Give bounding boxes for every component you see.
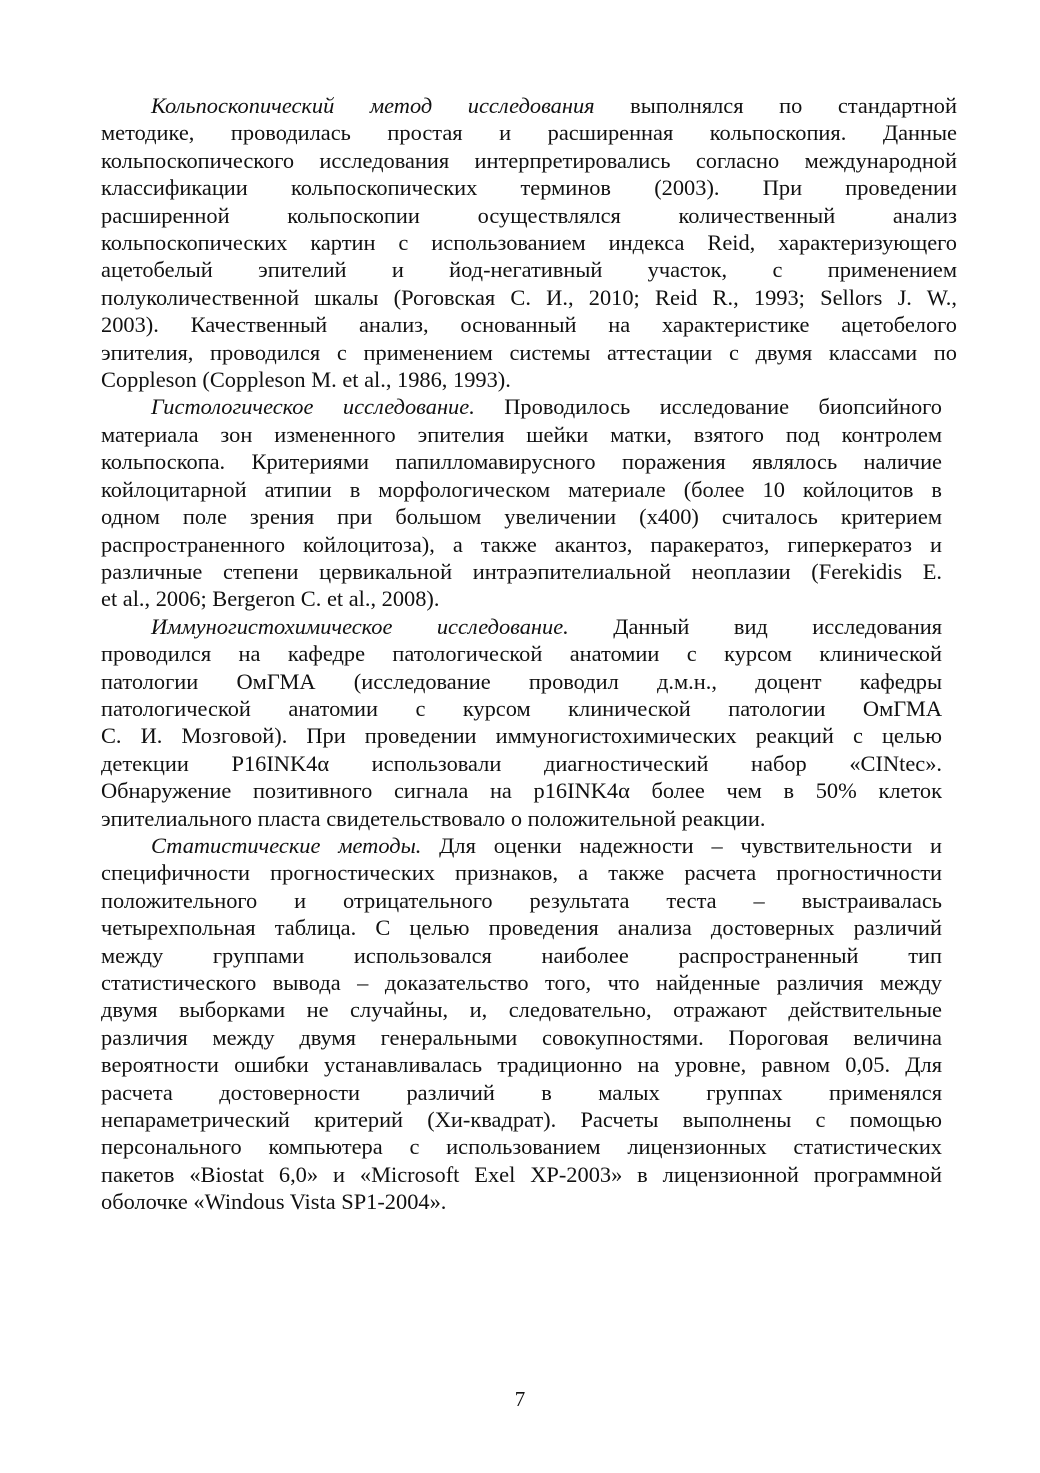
paragraph-line: детекции P16INK4α использовали диагностический набор «CINtec». — [101, 750, 942, 776]
section-heading-colposcopy-method: Кольпоскопический метод исследования — [151, 93, 595, 118]
paragraph-line: проводился на кафедре патологической анатомии с курсом клинической — [101, 641, 942, 667]
paragraph-line: между группами использовался наиболее распространенный тип — [101, 942, 942, 968]
paragraph-line: персонального компьютера с использованием лицензионных статистических — [101, 1134, 942, 1160]
paragraph-text: выполнялся по стандартной — [594, 93, 957, 118]
paragraph-line — [101, 832, 942, 859]
paragraph-colposcopy-method — [101, 92, 957, 393]
paragraph-line: кольпоскопических картин с использованием индекса Reid, характеризующего — [101, 230, 957, 256]
paragraph-line: 2003). Качественный анализ, основанный на характеристике ацетобелого — [101, 312, 957, 338]
section-heading-statistical-methods: Статистические методы. — [151, 832, 422, 858]
paragraph-line: эпителиального пласта свидетельствовало о положительной реакции. — [101, 805, 766, 831]
paragraph-line: методике, проводилась простая и расширенная кольпоскопия. Данные — [101, 120, 957, 146]
paragraph-line: полуколичественной шкалы (Роговская С. И., 2010; Reid R., 1993; Sellors J. W., — [101, 284, 957, 310]
section-heading-immunohistochemical-study: Иммуногистохимическое исследование. — [151, 613, 569, 639]
paragraph-line: одном поле зрения при большом увеличении (х400) считалось критерием — [101, 504, 942, 530]
paragraph-line: статистического вывода – доказательство того, что найденные различия между — [101, 970, 942, 995]
paragraph-line: четырехпольная таблица. С целью проведения анализа достоверных различий — [101, 915, 942, 941]
page-number: 7 — [514, 1387, 526, 1411]
paragraph-statistical-methods — [101, 832, 942, 1216]
paragraph-line: положительного и отрицательного результата теста – выстраивалась — [101, 887, 942, 913]
paragraph-line: ацетобелый эпителий и йод-негативный участок, с применением — [101, 257, 957, 283]
paragraph-line: койлоцитарной атипии в морфологическом материале (более 10 койлоцитов в — [101, 476, 942, 502]
paragraph-line: двумя выборками не случайны, и, следовательно, отражают действительные — [101, 997, 942, 1023]
paragraph-text: Данный вид исследования — [568, 613, 943, 639]
paragraph-line: патологической анатомии с курсом клинической патологии ОмГМА — [101, 695, 942, 721]
paragraph-line: кольпоскопа. Критериями папилломавирусного поражения являлось наличие — [101, 449, 942, 475]
paragraph-line: et al., 2006; Bergeron C. et al., 2008). — [101, 586, 440, 612]
paragraph-line: эпителия, проводился с применением системы аттестации с двумя классами по — [101, 339, 957, 365]
paragraph-line: материала зон измененного эпителия шейки матки, взятого под контролем — [101, 421, 942, 447]
paragraph-line: непараметрический критерий (Хи-квадрат). Расчеты выполнены с помощью — [101, 1107, 942, 1133]
paragraph-line: Coppleson (Coppleson M. et al., 1986, 1993). — [101, 367, 511, 393]
paragraph-line: расширенной кольпоскопии осуществлялся количественный анализ — [101, 202, 957, 228]
paragraph-line: патологии ОмГМА (исследование проводил д.м.н., доцент кафедры — [101, 668, 942, 694]
paragraph-line: вероятности ошибки устанавливалась традиционно на уровне, равном 0,05. Для — [101, 1052, 942, 1078]
paragraph-line — [101, 613, 942, 640]
paragraph-text: Проводилось исследование биопсийного — [474, 394, 942, 420]
section-heading-histological-study: Гистологическое исследование. — [151, 394, 475, 420]
paragraph-line — [101, 393, 942, 420]
paragraph-line: кольпоскопического исследования интерпретировались согласно международной — [101, 147, 957, 173]
paragraph-line: расчета достоверности различий в малых группах применялся — [101, 1079, 942, 1105]
paragraph-line: распространенного койлоцитоза), а также акантоз, паракератоз, гиперкератоз и — [101, 531, 942, 557]
paragraph-line — [101, 92, 957, 119]
paragraph-line: Обнаружение позитивного сигнала на p16INK4α более чем в 50% клеток — [101, 778, 942, 804]
paragraph-line: специфичности прогностических признаков, а также расчета прогностичности — [101, 860, 942, 886]
paragraph-line: С. И. Мозговой). При проведении иммуногистохимических реакций с целью — [101, 723, 942, 749]
paragraph-line: различные степени цервикальной интраэпителиальной неоплазии (Ferekidis E. — [101, 558, 942, 584]
paragraph-line: оболочке «Windous Vista SP1-2004». — [101, 1189, 447, 1215]
paragraph-immunohistochemical-study — [101, 613, 942, 832]
paragraph-line: классификации кольпоскопических терминов (2003). При проведении — [101, 175, 957, 201]
paragraph-text: Для оценки надежности – чувствительности и — [421, 832, 942, 858]
document-body — [101, 92, 957, 1216]
paragraph-line: различия между двумя генеральными совокупностями. Пороговая величина — [101, 1024, 942, 1050]
paragraph-histological-study — [101, 393, 942, 612]
paragraph-line: пакетов «Biostat 6,0» и «Microsoft Exel XP-2003» в лицензионной программной — [101, 1161, 942, 1187]
